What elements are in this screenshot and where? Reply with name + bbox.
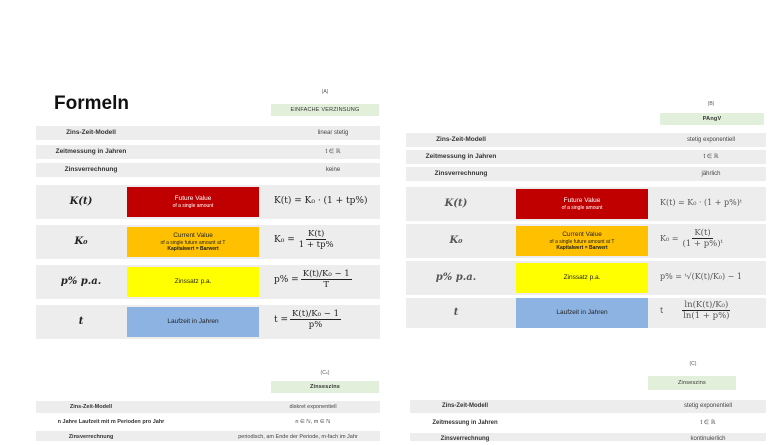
info-row [36, 126, 380, 140]
box-subtitle: of a single amount [561, 205, 603, 211]
row-label: Zinsverrechnung [64, 166, 118, 173]
formula-box [516, 263, 648, 293]
formula-left: t [660, 306, 664, 315]
info-row [410, 400, 766, 413]
fraction [681, 300, 731, 321]
formula-row [36, 265, 380, 299]
fraction-numerator: K(t)/K₀ − 1 [302, 269, 350, 279]
info-row [36, 416, 380, 428]
info-row [406, 150, 766, 164]
formula-symbol: t [78, 316, 84, 327]
panel-tag: (Cₙ) [320, 370, 330, 376]
formula-text: p% = ᵗ√(K(t)/K₀) − 1 [660, 272, 743, 281]
fraction-denominator: T [323, 280, 330, 290]
panel-tag: (A) [321, 89, 329, 95]
formula-text [660, 228, 727, 249]
formula-symbol: p% p.a. [435, 272, 477, 283]
info-row [36, 163, 380, 177]
formula-text [660, 300, 734, 321]
box-title: Current Value [562, 231, 602, 238]
formula-left: t = [274, 314, 289, 325]
fraction-numerator: ln(K(t)/K₀) [684, 300, 729, 310]
formula-box [516, 298, 648, 328]
formula-row [36, 185, 380, 219]
fraction [297, 229, 336, 250]
formula-symbol: K(t) [69, 196, 93, 207]
row-value: linear stetig [317, 130, 349, 136]
formula-left: p% = [274, 274, 299, 285]
row-value: jährlich [701, 171, 721, 177]
info-row [36, 431, 380, 441]
fraction-denominator: (1 + p%)ᵗ [682, 239, 723, 249]
row-value: n ∈ ℕ, m ∈ ℕ [295, 419, 331, 425]
row-label: Zins-Zeit-Modell [69, 404, 113, 410]
panel-badge: Zinseszins [648, 376, 736, 390]
formula-row [36, 305, 380, 339]
row-value: t ∈ ℝ [325, 149, 341, 155]
box-title: Future Value [563, 197, 601, 204]
panel-badge: Zinseszins [271, 381, 379, 393]
page-title: Formeln [54, 93, 129, 114]
box-subtitle: of a single future amount at T [549, 239, 615, 245]
info-row [406, 133, 766, 147]
row-value: kontinuierlich [690, 436, 726, 442]
formula-box [127, 307, 259, 337]
formula-text [274, 229, 338, 250]
formula-symbol: K₀ [74, 236, 88, 247]
fraction-numerator: K(t)/K₀ − 1 [292, 309, 339, 319]
formula-row [406, 261, 766, 295]
fraction [301, 269, 352, 290]
panel-tag: (C) [689, 361, 697, 367]
fraction-denominator: ln(1 + p%) [683, 311, 730, 321]
row-value: keine [325, 167, 341, 173]
box-subtitle: of a single future amount at T [160, 240, 226, 246]
formula-row [36, 225, 380, 259]
box-title: Future Value [174, 195, 212, 202]
row-label: Zinsverrechnung [440, 436, 490, 442]
box-subtitle: of a single amount [172, 203, 214, 209]
box-subtitle-2: Kapitalwert = Barwert [167, 246, 219, 252]
row-value: diskret exponentiell [289, 404, 337, 410]
formula-text: K(t) = K₀ · (1 + tp%) [274, 196, 368, 206]
formula-text: K(t) = K₀ · (1 + p%)ᵗ [660, 198, 742, 207]
box-title: Laufzeit in Jahren [556, 309, 608, 316]
fraction-denominator: 1 + tp% [298, 240, 334, 250]
box-title: Zinssatz p.a. [563, 274, 601, 281]
formula-box [127, 187, 259, 217]
info-row [410, 417, 766, 430]
row-label: Zins-Zeit-Modell [66, 129, 116, 136]
fraction [680, 228, 724, 249]
formula-row [406, 187, 766, 221]
info-row [36, 145, 380, 159]
fraction-denominator: p% [308, 320, 323, 330]
row-label: Zinsverrechnung [434, 170, 488, 177]
box-title: Laufzeit in Jahren [167, 318, 219, 325]
row-label: Zeitmessung in Jahren [55, 148, 127, 155]
row-label: Zins-Zeit-Modell [442, 403, 488, 409]
formula-left: K₀ = [660, 234, 679, 243]
info-row [406, 167, 766, 181]
row-label: Zeitmessung in Jahren [432, 420, 498, 426]
row-label: Zinsverrechnung [68, 434, 114, 440]
panel-tag: (B) [707, 101, 715, 107]
row-value: t ∈ ℝ [703, 154, 719, 160]
formula-text [274, 269, 354, 290]
formula-symbol: p% p.a. [60, 276, 102, 287]
row-value: periodisch, am Ende der Periode, m-fach im Jahr [238, 434, 358, 440]
formula-symbol: K(t) [444, 198, 468, 209]
row-label: Zeitmessung in Jahren [425, 153, 497, 160]
formula-row [406, 298, 766, 328]
box-subtitle-2: Kapitalwert = Barwert [556, 245, 608, 251]
fraction [290, 309, 341, 330]
formula-box [516, 226, 648, 256]
box-title: Current Value [173, 232, 213, 239]
row-label: Zins-Zeit-Modell [436, 136, 486, 143]
formula-text [274, 309, 343, 330]
fraction-numerator: K(t) [694, 228, 711, 238]
fraction-numerator: K(t) [307, 229, 325, 239]
formula-symbol: t [453, 307, 459, 318]
formula-left: K₀ = [274, 234, 295, 245]
formula-box [516, 189, 648, 219]
formula-box [127, 267, 259, 297]
row-value: stetig exponentiell [683, 403, 733, 409]
row-value: stetig exponentiell [686, 137, 736, 143]
panel-badge: EINFACHE VERZINSUNG [271, 104, 379, 116]
info-row [36, 401, 380, 413]
row-label: n Jahre Laufzeit mit m Perioden pro Jahr [57, 419, 165, 425]
formula-box [127, 227, 259, 257]
formula-row [406, 224, 766, 258]
box-title: Zinssatz p.a. [174, 278, 212, 285]
formula-symbol: K₀ [449, 235, 463, 246]
info-row [410, 433, 766, 441]
panel-badge: PAngV [660, 113, 764, 125]
row-value: t ∈ ℝ [700, 420, 716, 426]
